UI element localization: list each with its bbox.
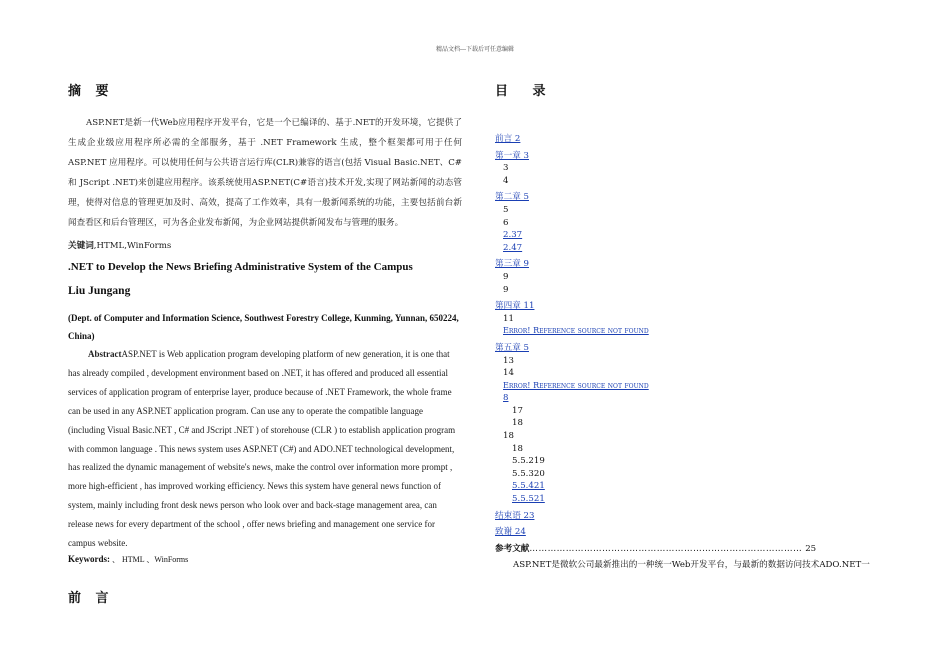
toc-item [495, 175, 895, 188]
keywords-cn [68, 239, 462, 251]
keywords-en-label: Keywords: [68, 553, 110, 564]
toc-link[interactable]: 2.37 [503, 230, 523, 241]
abstract-cn: ASP.NET是新一代Web应用程序开发平台，它是一个已编译的、基于.NET的开发环境，它提供了生成企业级应用程序所必需的全部服务，基于 .NET Framework 生成，整个框架都可用于任何 ASP.NET 应用程序。可以使用任何与公共语言运行库(CLR)兼容的语言(包括 Visual Basic.NET、C# 和 JScript .NET)来创建应用程序。该系统使用ASP.NET(C#语言)技术开发,实现了网站新闻的动态管理，使得对信息的管理更加及时、高效，提高了工作效率，具有一般新闻系统的功能，主要包括前台新闻查看区和后台管理区，可为各企业发布新闻，为企业网站提供新闻发布与管理的服务。 [68, 118, 462, 228]
toc-item[interactable] [495, 300, 895, 313]
keywords-en-value: 、 HTML 、WinForms [112, 554, 189, 564]
references-dots: ……………………………………………………………………………… [529, 543, 803, 554]
page-header: 精品文档---下载后可任意编辑 [435, 46, 515, 53]
toc-item [495, 468, 895, 481]
toc-item[interactable] [495, 493, 895, 506]
abstract-en-label: Abstract [88, 349, 122, 359]
toc-item [495, 430, 895, 443]
toc-item [495, 204, 895, 217]
toc-text: 6 [503, 217, 509, 228]
preface-text-start: ASP.NET是微软公司最新推出的一种统一Web开发平台，与最新的数据访问技术ADO.NET一 [513, 560, 870, 571]
toc-link[interactable]: 2.47 [503, 242, 523, 253]
toc-item[interactable] [495, 191, 895, 204]
toc-item [495, 271, 895, 284]
toc-item[interactable] [495, 392, 895, 405]
preface-heading: 前 言 [68, 591, 114, 606]
toc-item[interactable] [495, 229, 895, 242]
toc-item [495, 162, 895, 175]
toc-text: 18 [512, 443, 523, 454]
toc-item[interactable] [495, 258, 895, 271]
toc-item [495, 284, 895, 297]
left-page [68, 80, 462, 565]
english-title: .NET to Develop the News Briefing Administrative System of the Campus [68, 261, 413, 273]
author-department: (Dept. of Computer and Information Science, Southwest Forestry College, Kunming, Yunnan, 650224, China) [68, 313, 459, 341]
right-page [495, 80, 895, 571]
table-of-contents [495, 129, 895, 572]
toc-link[interactable]: 第一章 3 [495, 150, 529, 161]
toc-item [495, 367, 895, 380]
toc-item[interactable] [495, 150, 895, 163]
abstract-en [68, 345, 462, 553]
references-label: 参考文献 [495, 543, 530, 554]
toc-text: 5.5.219 [512, 456, 545, 467]
toc-item [495, 405, 895, 418]
toc-link[interactable]: 第五章 5 [495, 342, 529, 353]
toc-link[interactable]: 第二章 5 [495, 192, 529, 203]
toc-text: 9 [503, 271, 509, 282]
toc-heading: 目 录 [495, 84, 556, 99]
toc-text: 5.5.320 [512, 468, 545, 479]
toc-item [495, 217, 895, 230]
toc-link[interactable]: 前言 2 [495, 134, 521, 144]
toc-text: 4 [503, 175, 509, 186]
toc-link[interactable]: 致谢 24 [495, 527, 526, 538]
toc-text: 5 [503, 204, 509, 215]
abstract-heading: 摘 要 [68, 84, 114, 99]
toc-item[interactable] [495, 380, 895, 393]
toc-link[interactable]: 第四章 11 [495, 301, 535, 312]
toc-item [495, 313, 895, 326]
toc-text: 3 [503, 163, 509, 174]
toc-link[interactable]: Error! Reference source not found [503, 380, 649, 390]
toc-text: 18 [512, 418, 523, 429]
toc-link[interactable]: 8 [503, 393, 509, 404]
toc-text: 11 [503, 313, 514, 324]
abstract-en-text: ASP.NET is Web application program developing platform of new generation, it is one that has already compiled , development environment based on .NET, it has offered and produced all essential services of application program of enterprise layer, produce because of .NET Framework, the whole frame can be used in any ASP.NET application program. Can use any to operate the compatible language (including Visual Basic.NET , C# and JScript .NET ) of storehouse (CLR ) to establish application program with common language . This news system uses ASP.NET (C#) and ADO.NET technological development, has realized the dynamic management of website's news, make the control over information more prompt , more high-efficient , has improved working efficiency. News this system have general news function of system, mainly including front desk news person who look over and back-stage management area, can release news for every department of the school , offer news briefing and management one service for campus website. [68, 349, 456, 549]
toc-item[interactable] [495, 526, 895, 539]
keywords-value: ,HTML,WinForms [93, 241, 172, 251]
keywords-en [68, 554, 462, 565]
toc-text: 14 [503, 368, 514, 379]
toc-item [495, 417, 895, 430]
toc-item[interactable] [495, 242, 895, 255]
toc-link[interactable]: 第三章 9 [495, 259, 529, 270]
toc-item [495, 455, 895, 468]
toc-item[interactable] [495, 133, 895, 146]
toc-text: 13 [503, 355, 514, 366]
keywords-label: 关键词 [68, 241, 94, 251]
toc-text: 17 [512, 405, 523, 416]
toc-item[interactable] [495, 510, 895, 523]
toc-text: 18 [503, 431, 514, 442]
toc-item [495, 443, 895, 456]
toc-link[interactable]: Error! Reference source not found [503, 326, 649, 336]
toc-item[interactable] [495, 325, 895, 338]
toc-text: 9 [503, 284, 509, 295]
references-page: 25 [805, 543, 817, 554]
toc-link[interactable]: 结束语 23 [495, 510, 535, 521]
toc-link[interactable]: 5.5.521 [512, 494, 545, 505]
toc-item [495, 355, 895, 368]
toc-item[interactable] [495, 480, 895, 493]
author-name: Liu Jungang [68, 285, 131, 297]
toc-link[interactable]: 5.5.421 [512, 481, 545, 492]
toc-item[interactable] [495, 342, 895, 355]
toc-references [495, 543, 895, 556]
